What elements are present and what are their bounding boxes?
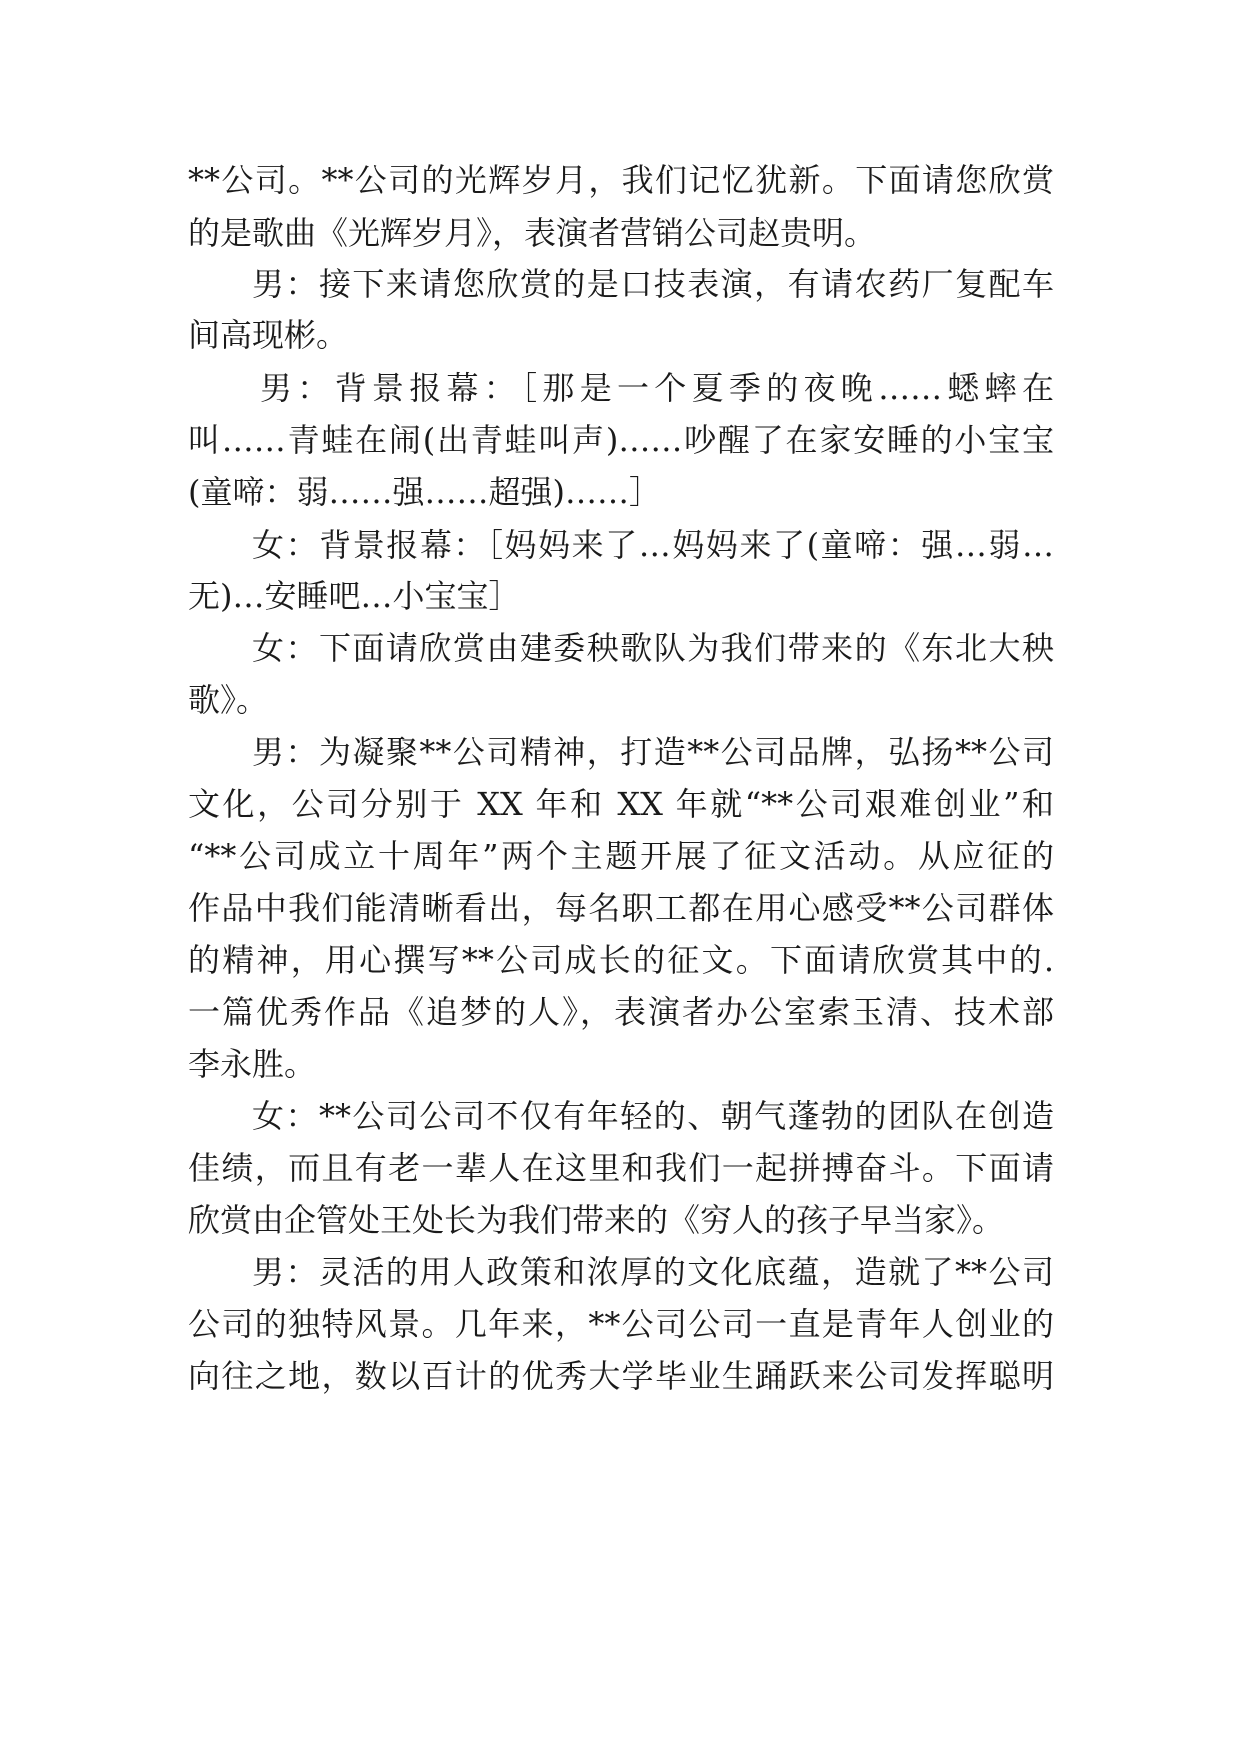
text-line: 欣赏由企管处王处长为我们带来的《穷人的孩子早当家》。: [188, 1201, 1005, 1239]
text-line: 歌》。: [188, 681, 269, 719]
text-line: 公司的独特风景。几年来，**公司公司一直是青年人创业的: [188, 1305, 1054, 1343]
text-line: (童啼：弱……强……超强)……］: [188, 473, 661, 511]
text-line: 男：接下来请您欣赏的是口技表演，有请农药厂复配车: [252, 265, 1054, 303]
text-line: “**公司成立十周年”两个主题开展了征文活动。从应征的: [188, 837, 1054, 875]
text-line: 作品中我们能清晰看出，每名职工都在用心感受**公司群体: [188, 889, 1054, 927]
text-line: 一篇优秀作品《追梦的人》，表演者办公室索玉清、技术部: [188, 993, 1054, 1031]
text-line: 女：背景报幕：［妈妈来了…妈妈来了(童啼：强…弱…: [252, 526, 1054, 564]
text-line: 男：灵活的用人政策和浓厚的文化底蕴，造就了**公司: [252, 1253, 1054, 1291]
text-line: 男：为凝聚**公司精神，打造**公司品牌，弘扬**公司: [252, 733, 1054, 771]
text-line: 女：**公司公司不仅有年轻的、朝气蓬勃的团队在创造: [252, 1097, 1054, 1135]
text-line: 的精神，用心撰写**公司成长的征文。下面请欣赏其中的.: [188, 941, 1054, 979]
text-line: 女：下面请欣赏由建委秧歌队为我们带来的《东北大秧: [252, 629, 1054, 667]
text-line: 的是歌曲《光辉岁月》，表演者营销公司赵贵明。: [188, 214, 877, 252]
text-line: 佳绩，而且有老一辈人在这里和我们一起拼搏奋斗。下面请: [188, 1149, 1054, 1187]
text-line: 李永胜。: [188, 1045, 317, 1083]
text-line: 男：背景报幕：［那是一个夏季的夜晚……蟋蟀在: [260, 369, 1054, 407]
text-line: 向往之地，数以百计的优秀大学毕业生踊跃来公司发挥聪明: [188, 1357, 1054, 1395]
text-line: 文化，公司分别于 XX 年和 XX 年就“**公司艰难创业”和: [188, 785, 1054, 823]
text-line: 无)…安睡吧…小宝宝］: [188, 577, 521, 615]
text-line: **公司。**公司的光辉岁月，我们记忆犹新。下面请您欣赏: [188, 161, 1054, 199]
text-line: 叫……青蛙在闹(出青蛙叫声)……吵醒了在家安睡的小宝宝: [188, 421, 1054, 459]
text-line: 间高现彬。: [188, 316, 349, 354]
